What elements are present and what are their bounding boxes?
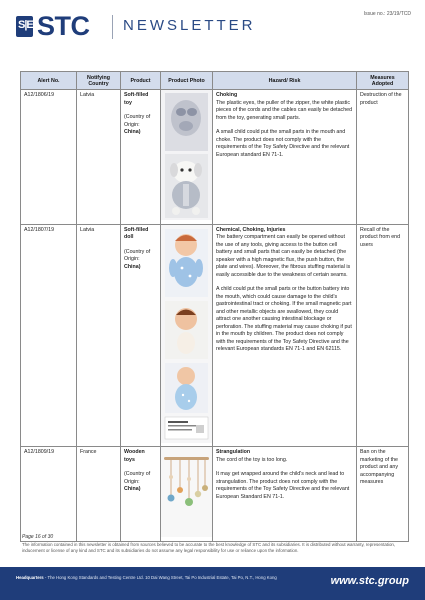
hq-label: Headquarters [16, 575, 44, 580]
measures-cell: Destruction of the product [357, 90, 409, 225]
product-cell [121, 447, 161, 542]
alerts-table [20, 71, 409, 542]
product-photo-wooden-toys [161, 447, 212, 537]
product-photo-soft-doll [161, 225, 212, 443]
newsletter-title: NEWSLETTER [123, 17, 256, 34]
origin-value: China) [124, 486, 141, 493]
product-name: Soft-filled toy [124, 92, 149, 106]
disclaimer-text: The information contained in this newsletter is obtained from sources believed to be accurate to the best knowledge of STC and its subsidiaries. It is distributed without warranty, representation, inducement or license of any kind and STC and its subsidiaries do not assume any legal responsibility for use or reliance upon the information. [22, 542, 396, 553]
hazard-risk-text: A child could put the small parts or the button battery into the mouth, which could cause damage to the child's gastrointestinal tract or choking. If the small magnetic part and other metallic objects are swallowed, they could attract one another causing intestinal blockage or perforation. The stuffing material may cause choking if put in the mouth by children. The product does not comply with the requirements of the Toy Safety Directive and the relevant European standards EN 71-1 and EN 62115. [216, 286, 352, 353]
table-row [21, 447, 409, 542]
hazard-title: Choking [216, 92, 238, 98]
product-cell [121, 90, 161, 225]
page-header [0, 0, 425, 60]
country-cell: Latvia [77, 224, 121, 447]
col-header-alert-no: Alert No. [21, 72, 77, 90]
stc-logo-mark [16, 16, 33, 37]
origin-label: (Country of Origin: [124, 471, 151, 485]
col-header-hazard: Hazard/ Risk [213, 72, 357, 90]
table-header-row [21, 72, 409, 90]
product-name: Soft-filled doll [124, 226, 149, 241]
headquarters-address [16, 575, 277, 580]
product-photo-cell [161, 224, 213, 447]
col-header-photo: Product Photo [161, 72, 213, 90]
measures-cell: Recall of the product from end users [357, 224, 409, 447]
product-photo-sheep-toy [161, 90, 212, 220]
table-row [21, 90, 409, 225]
hazard-cell [213, 224, 357, 447]
country-cell: Latvia [77, 90, 121, 225]
col-header-country: Notifying Country [77, 72, 121, 90]
stc-logo-text: STC [37, 11, 90, 41]
alert-no-cell: A12/1809/19 [21, 447, 77, 542]
table-row [21, 224, 409, 447]
hazard-risk-text: A small child could put the small parts in the mouth and choke. The product does not comply with the requirements of the Toy Safety Directive and the relevant European standard EN 71-1. [216, 129, 350, 158]
alert-no-cell: A12/1806/19 [21, 90, 77, 225]
hazard-risk-text: It may get wrapped around the child's neck and lead to strangulation. The product does not comply with the requirements of the Toy Safety Directive and the relevant European Standard EN 71-1. [216, 471, 350, 500]
hazard-title: Chemical, Choking, Injuries [216, 226, 286, 233]
hq-text: - The Hong Kong Standards and Testing Centre Ltd. 10 Dai Wang Street, Tai Po Industrial Estate, Tai Po, N.T., Hong Kong [43, 575, 277, 580]
country-cell: France [77, 447, 121, 542]
origin-label: (Country of Origin: [124, 114, 151, 128]
product-name: Wooden toys [124, 449, 145, 463]
logo-mark-text: S|E [18, 19, 33, 31]
product-photo-cell [161, 90, 213, 225]
product-cell [121, 224, 161, 447]
origin-value: China) [124, 129, 141, 136]
col-header-product: Product [121, 72, 161, 90]
hazard-description: The plastic eyes, the puller of the zipper, the white plastic pieces of the cords and the cables can easily be detached from the toy, generating small parts. [216, 99, 353, 121]
website-link[interactable]: www.stc.group [330, 575, 409, 587]
origin-label: (Country of Origin: [124, 248, 151, 263]
alert-no-cell: A12/1807/19 [21, 224, 77, 447]
hazard-cell [213, 447, 357, 542]
origin-value: China) [124, 263, 141, 270]
product-photo-cell [161, 447, 213, 542]
logo-divider [112, 15, 113, 39]
footer-bar [0, 567, 425, 600]
issue-number: Issue no.: 23/19/TCD [363, 11, 411, 17]
measures-cell: Ban on the marketing of the product and any accompanying measures [357, 447, 409, 542]
col-header-measures: Measures Adopted [357, 72, 409, 90]
hazard-description: The cord of the toy is too long. [216, 456, 288, 463]
hazard-title: Strangulation [216, 449, 251, 456]
page-number: Page 16 of 30 [22, 534, 54, 540]
hazard-cell [213, 90, 357, 225]
hazard-description: The battery compartment can easily be opened without the use of any tools, giving access to the button cell battery and small parts that can easily be detached (the speaker with a high magnetic flux, the push button, the plate and wires). Moreover, the fibrous stuffing material is easily accessible due to the weakness of certain seams. [216, 234, 351, 278]
